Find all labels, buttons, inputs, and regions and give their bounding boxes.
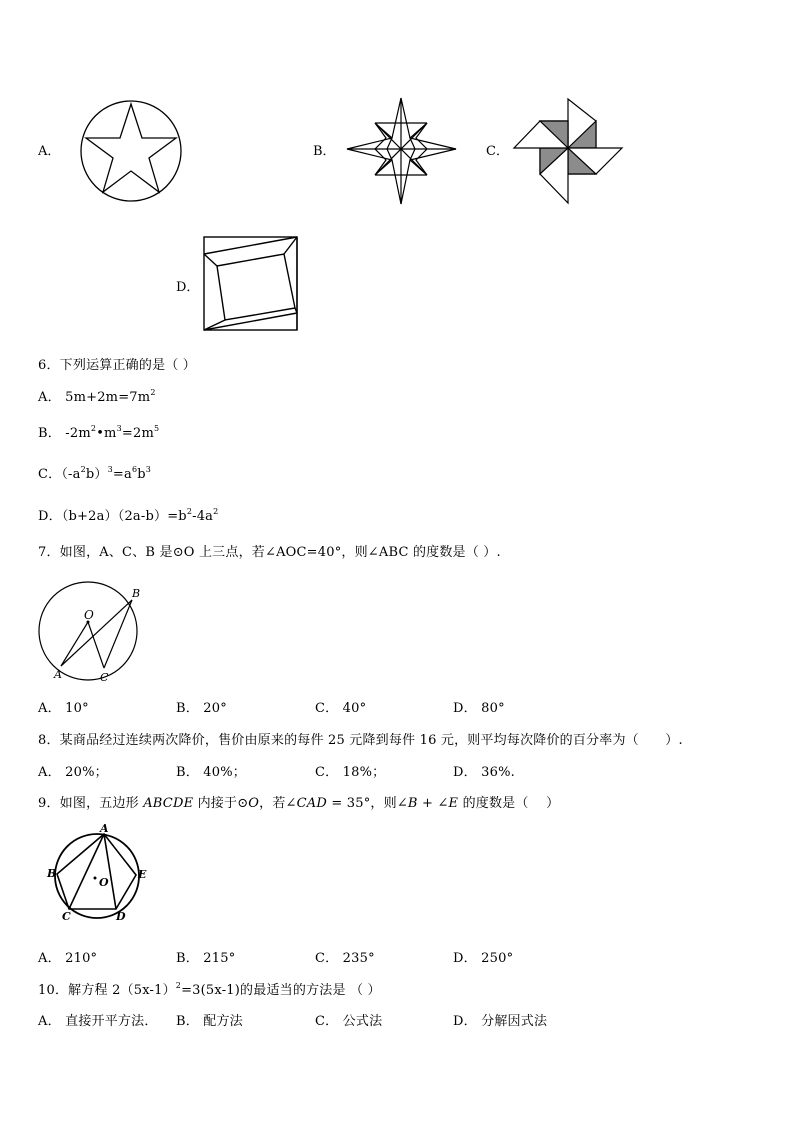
q5-option-b-label: B． (313, 144, 336, 159)
q5-option-a-label: A． (38, 144, 61, 159)
q7-option-c: C． 40° (315, 701, 367, 716)
vertex-e-label: E (138, 868, 147, 881)
nested-square-figure (203, 236, 299, 332)
q6-stem: 6．下列运算正确的是（ ） (38, 358, 197, 373)
q10-stem: 10．解方程 $2(5x-1)^2=3(5x-1)$的最适当的方法是 （ ） (38, 981, 381, 998)
q6-option-a: A． $5m+2m=7m^2$ (38, 388, 156, 405)
q10-option-a: A． 直接开平方法． (38, 1014, 158, 1029)
point-a-label: A (54, 668, 62, 681)
circle-star-figure (78, 100, 184, 202)
q6-option-b: B． $-2m^2•m^3=2m^5$ (38, 424, 160, 441)
q8-stem: 8．某商品经过连续两次降价，售价由原来的每件 25 元降到每件 16 元，则平均每次降价的百分率为（ ）. (38, 733, 683, 748)
q9-option-c: C． 235° (315, 951, 375, 966)
q9-option-a: A． 210° (38, 951, 98, 966)
pinwheel-figure (512, 97, 626, 207)
q7-option-d: D． 80° (453, 701, 505, 716)
q8-option-b: B． 40%； (176, 765, 246, 780)
center-o-label: O (99, 876, 109, 889)
compass-star-figure (344, 96, 458, 206)
q5-option-d-label: D． (176, 280, 200, 295)
q7-option-a: A． 10° (38, 701, 89, 716)
q7-stem: 7．如图，A、C、B 是⊙O 上三点，若∠AOC=40°，则∠ABC 的度数是（ ）. (38, 545, 501, 560)
q10-option-c: C． 公式法 (315, 1014, 383, 1029)
q10-option-b: B． 配方法 (176, 1014, 243, 1029)
q6-option-c: C．$(-a^2b)^3=a^6b^3$ (38, 465, 152, 482)
q10-option-d: D． 分解因式法 (453, 1014, 548, 1029)
circle-angle-figure (36, 582, 146, 686)
q7-option-b: B． 20° (176, 701, 227, 716)
q9-option-b: B． 215° (176, 951, 236, 966)
q9-stem: 9．如图，五边形 ABCDE 内接于⊙O，若∠CAD = 35°，则∠B + ∠E 的度数是（ ） (38, 796, 560, 811)
q8-option-d: D． 36%. (453, 765, 515, 780)
q5-option-c-label: C． (486, 144, 509, 159)
point-b-label: B (132, 587, 141, 600)
vertex-d-label: D (116, 910, 126, 923)
q8-option-c: C． 18%； (315, 765, 386, 780)
vertex-a-label: A (100, 822, 109, 835)
q6-option-d: D．$(b+2a)(2a-b)=b^2-4a^2$ (38, 507, 219, 524)
q9-option-d: D． 250° (453, 951, 514, 966)
q8-option-a: A． 20%； (38, 765, 108, 780)
point-c-label: C (100, 671, 109, 684)
vertex-c-label: C (62, 910, 71, 923)
point-o-label: O (84, 608, 94, 622)
vertex-b-label: B (47, 867, 57, 880)
inscribed-pentagon-figure (44, 822, 156, 922)
